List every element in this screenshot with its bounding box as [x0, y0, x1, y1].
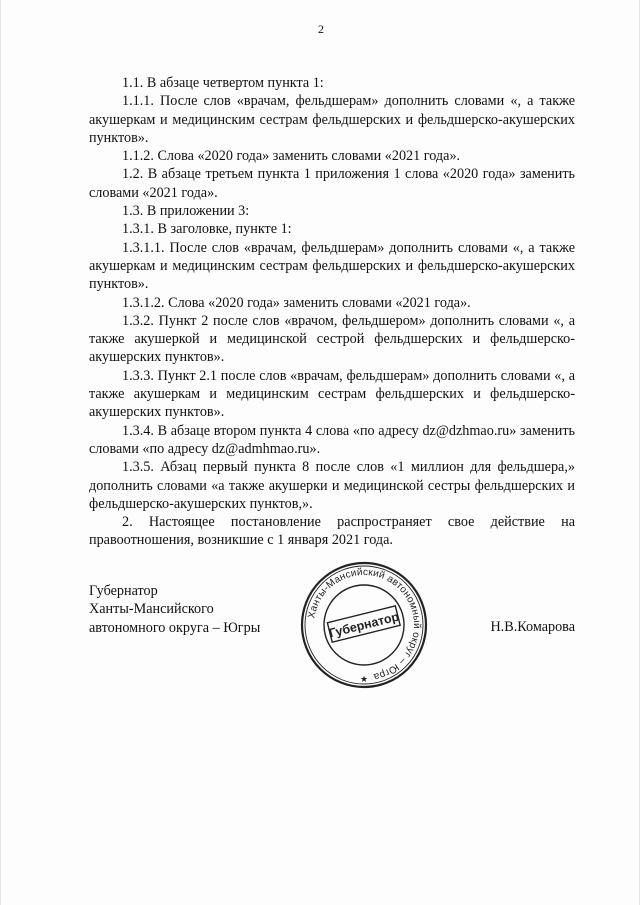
document-body [89, 74, 575, 550]
paragraph-1-3-5: 1.3.5. Абзац первый пункта 8 после слов «1 миллион для фельдшера,» дополнить словами «а также акушерки и медицинской сестры фельдшерских и фельдшерско-акушерских пунктов,». [89, 459, 575, 512]
signatory-name: Н.В.Комарова [490, 619, 575, 635]
paragraph-1-3-4: 1.3.4. В абзаце втором пункта 4 слова «по адресу dz@dzhmao.ru» заменить словами «по адресу dz@admhmao.ru». [89, 422, 575, 457]
paragraph-1-3-1: 1.3.1. В заголовке, пункте 1: [122, 221, 292, 238]
signature-block [89, 566, 575, 702]
paragraph-1-3-2: 1.3.2. Пункт 2 после слов «врачом, фельдшером» дополнить словами «, а также акушеркой и медицинской сестрой фельдшерских и фельдшерско-акушерских пунктов». [89, 312, 575, 366]
paragraph-1-3-1-1: 1.3.1.1. После слов «врачам, фельдшерам» дополнить словами «, а также акушеркам и медицинским сестрам фельдшерских и фельдшерско-акушерских пунктов». [89, 239, 575, 293]
signatory-title [89, 582, 260, 637]
paragraph-1-2: 1.2. В абзаце третьем пункта 1 приложения 1 слова «2020 года» заменить словами «2021 года». [89, 166, 575, 201]
seal-stamp-icon [299, 560, 429, 690]
seal-ring-text: Ханты-Мансийский автономный округ – Югра [306, 566, 423, 683]
signatory-title-line-1: Губернатор [89, 583, 158, 599]
paragraph-2: 2. Настоящее постановление распространяет свое действие на правоотношения, возникшие с 1 января 2021 года. [89, 514, 575, 549]
paragraph-1-3-3: 1.3.3. Пункт 2.1 после слов «врачам, фельдшерам» дополнить словами «, а также акушеркам и медицинским сестрам фельдшерских и фельдшерско-акушерских пунктов». [89, 367, 575, 421]
paragraph-1-1-1: 1.1.1. После слов «врачам, фельдшерам» дополнить словами «, а также акушеркам и медицинским сестрам фельдшерских и фельдшерско-акушерских пунктов». [89, 93, 575, 146]
seal-star-icon: ★ [359, 675, 369, 685]
page-number: 2 [318, 22, 324, 36]
signatory-title-line-2: Ханты-Мансийского [89, 601, 214, 618]
paragraph-1-1-2: 1.1.2. Слова «2020 года» заменить словами «2021 года». [122, 148, 461, 165]
official-seal [299, 560, 429, 690]
paragraph-1-3-1-2: 1.3.1.2. Слова «2020 года» заменить словами «2021 года». [122, 294, 471, 311]
paragraph-1-1: 1.1. В абзаце четвертом пункта 1: [122, 75, 324, 91]
signatory-title-line-3: автономного округа – Югры [89, 619, 261, 636]
seal-center-text: Губернатор [327, 609, 401, 641]
paragraph-1-3: 1.3. В приложении 3: [122, 203, 250, 220]
